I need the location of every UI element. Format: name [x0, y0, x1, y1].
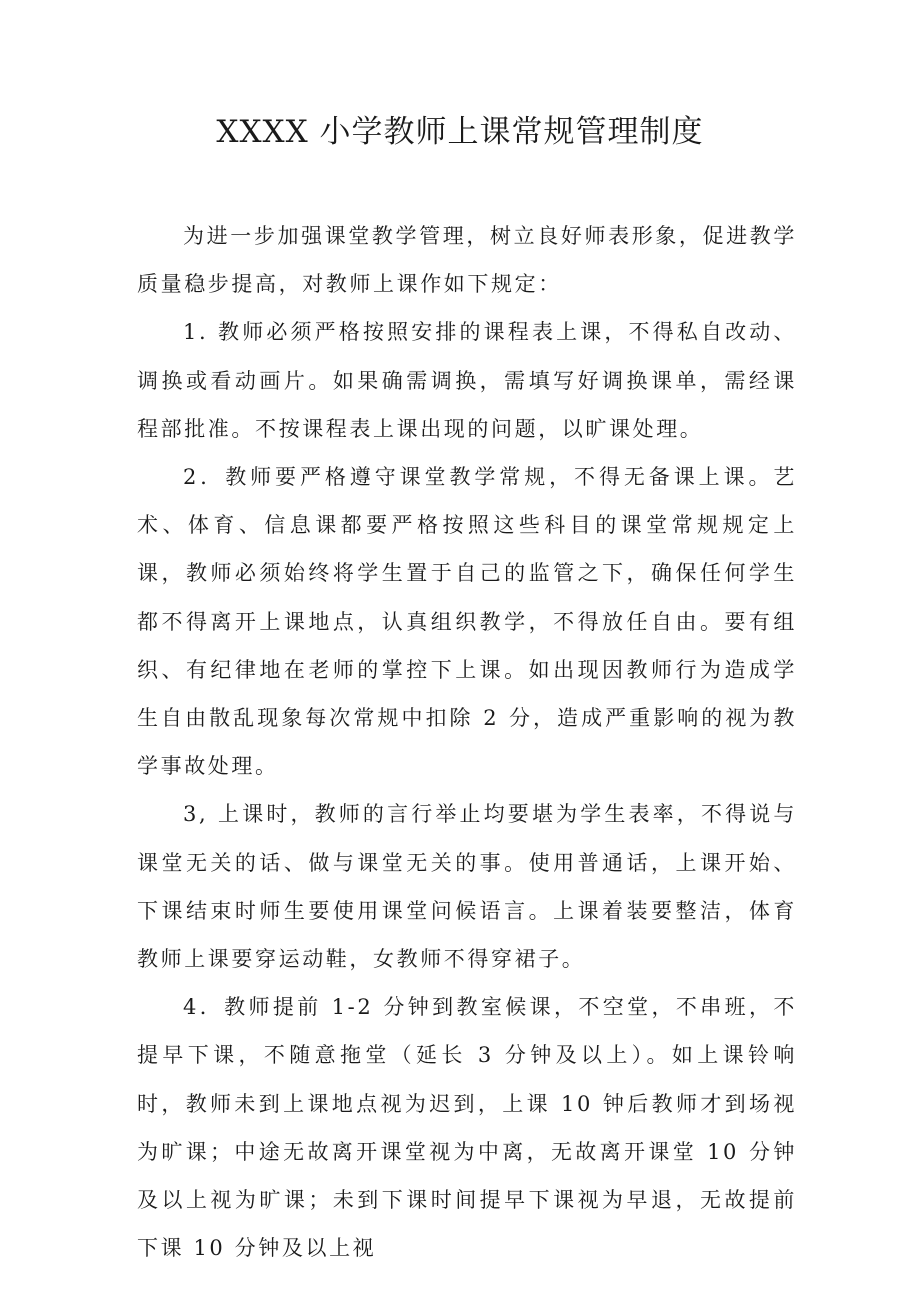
paragraph-rule-4: 4．教师提前 1-2 分钟到教室候课，不空堂，不串班，不提早下课，不随意拖堂（延长 3 分钟及以上）。如上课铃响时，教师未到上课地点视为迟到，上课 10 钟后教师才到场视为旷课；中途无故离开课堂视为中离，无故离开课堂 10 分钟及以上视为旷课；未到下课时间提早下课视为早退，无故提前下课 10 分钟及以上视	[137, 995, 797, 1261]
paragraph-rule-1: 1. 教师必须严格按照安排的课程表上课，不得私自改动、调换或看动画片。如果确需调换，需填写好调换课单，需经课程部批准。不按课程表上课出现的问题，以旷课处理。	[137, 320, 797, 441]
paragraph-intro: 为进一步加强课堂教学管理，树立良好师表形象，促进教学质量稳步提高，对教师上课作如下规定：	[137, 224, 797, 297]
paragraph-rule-3: 3, 上课时，教师的言行举止均要堪为学生表率，不得说与课堂无关的话、做与课堂无关的事。使用普通话，上课开始、下课结束时师生要使用课堂问候语言。上课着装要整洁，体育教师上课要穿运动鞋，女教师不得穿裙子。	[137, 802, 797, 972]
paragraph-rule-2: 2．教师要严格遵守课堂教学常规，不得无备课上课。艺术、体育、信息课都要严格按照这些科目的课堂常规规定上课，教师必须始终将学生置于自己的监管之下，确保任何学生都不得离开上课地点，认真组织教学，不得放任自由。要有组织、有纪律地在老师的掌控下上课。如出现因教师行为造成学生自由散乱现象每次常规中扣除 2 分，造成严重影响的视为教学事故处理。	[137, 465, 797, 779]
document-title: XXXX 小学教师上课常规管理制度	[216, 114, 704, 150]
document-body	[137, 212, 797, 1272]
